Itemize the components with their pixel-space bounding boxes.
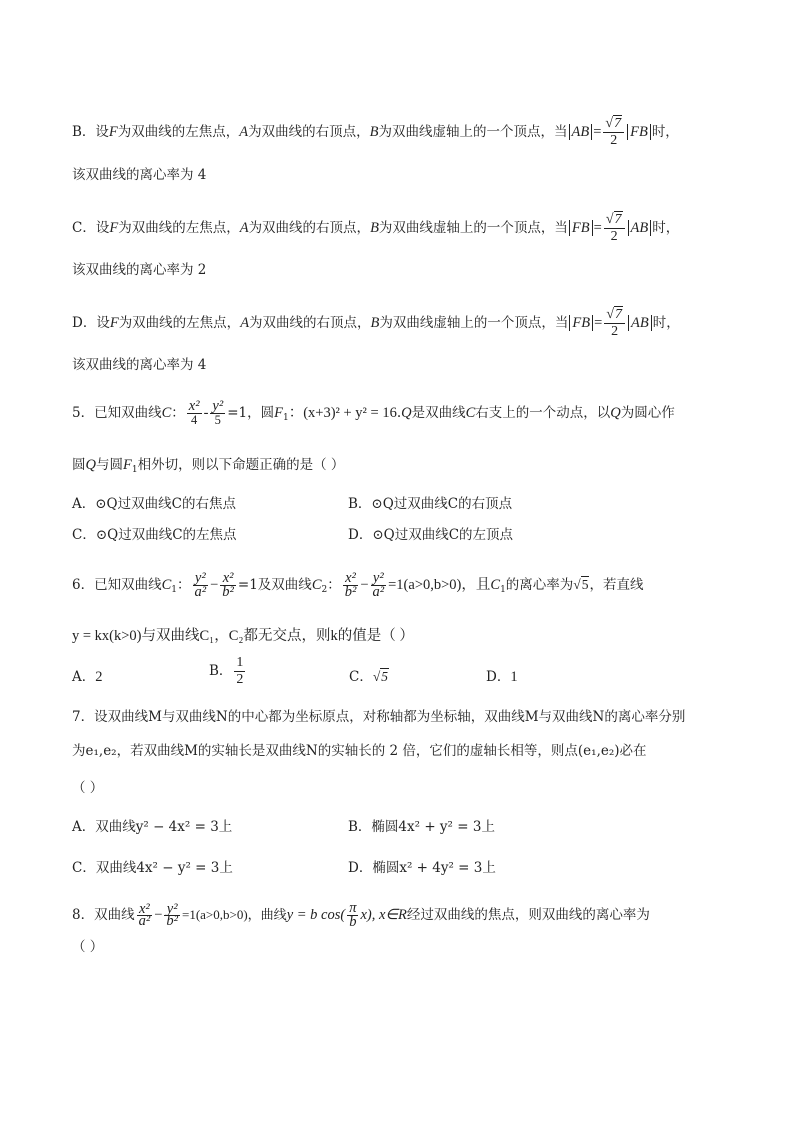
- text-segment: =1(a>0,b>0)，曲线: [182, 907, 287, 922]
- var-b: B: [370, 220, 379, 236]
- colon: ：: [327, 577, 341, 593]
- denominator: a²: [138, 913, 151, 929]
- text-segment: 经过双曲线的焦点，则双曲线的离心率为: [406, 907, 650, 923]
- q4-option-d-line2: 该双曲线的离心率为 4: [72, 357, 207, 373]
- var-f1: F: [122, 457, 132, 473]
- numerator: y²: [371, 572, 387, 586]
- numerator: π: [349, 900, 357, 916]
- subscript: 1: [282, 413, 289, 423]
- denominator: a²: [194, 584, 207, 600]
- q4-option-b-line2: 该双曲线的离心率为 4: [72, 167, 207, 183]
- text-segment: 为双曲线虚轴上的一个顶点，当: [379, 315, 569, 331]
- text-segment: 相外切，则以下命题正确的是（ ）: [137, 457, 345, 473]
- equals: =: [594, 315, 603, 331]
- text-segment: 为双曲线虚轴上的一个顶点，当: [378, 220, 568, 236]
- q5-stem: [72, 400, 675, 428]
- text-segment: 右支上的一个动点，以: [475, 405, 611, 421]
- option-a-text: 2: [95, 669, 103, 685]
- text-segment: ，若直线: [589, 577, 644, 593]
- subscript: 1: [131, 465, 138, 475]
- fraction: [220, 572, 236, 599]
- option-d-text: ⊙Q过双曲线C的左顶点: [372, 527, 514, 543]
- text-segment: 为双曲线的右顶点，: [248, 220, 371, 236]
- var-f: F: [108, 124, 118, 140]
- var-q: Q: [610, 405, 621, 421]
- minus: −: [210, 577, 219, 593]
- fraction: [193, 572, 209, 599]
- sqrt-radicand: 7: [614, 116, 622, 131]
- q6-stem-line2: y = kx(k>0)与双曲线C₁，C₂都无交点，则k的值是（ ）: [72, 628, 414, 644]
- denominator: 5: [214, 413, 221, 427]
- fraction-x2-over-4: [187, 400, 202, 427]
- var-c: C: [465, 405, 476, 421]
- q6-option-b: [209, 655, 247, 688]
- text-segment: 时，: [651, 124, 679, 140]
- fraction: [164, 901, 180, 929]
- option-d-label: D．: [348, 527, 373, 543]
- option-c-text: ⊙Q过双曲线C的左焦点: [95, 527, 237, 543]
- denominator: 4: [191, 413, 198, 427]
- var-q: Q: [85, 457, 96, 473]
- numerator: x²: [220, 572, 236, 586]
- q6-options: [72, 655, 518, 687]
- q5-option-d: [348, 525, 513, 545]
- denominator: a²: [372, 584, 385, 600]
- q4-option-c-line2: 该双曲线的离心率为 2: [72, 262, 207, 278]
- var-c2: C: [311, 577, 322, 593]
- fraction: [137, 901, 153, 929]
- option-d-label: D．: [486, 669, 511, 685]
- subscript: 1: [171, 585, 177, 595]
- sqrt-radicand: 5: [581, 577, 589, 592]
- option-b-text: ⊙Q过双曲线C的右顶点: [371, 496, 513, 512]
- minus: −: [154, 907, 163, 923]
- var-b: B: [370, 315, 380, 331]
- q5-option-b: [348, 494, 512, 514]
- option-a-label: A．: [72, 496, 96, 512]
- colon: ：: [177, 577, 191, 593]
- text-segment: 圆: [72, 457, 86, 473]
- abs-ab: AB: [569, 124, 593, 140]
- fraction-1-over-2: [234, 655, 245, 688]
- q6-stem: [72, 572, 643, 600]
- fraction: [371, 572, 387, 599]
- minus: -: [203, 405, 209, 421]
- var-a: A: [239, 220, 249, 236]
- q7-option-b: [348, 817, 495, 837]
- fraction-pi-over-b: [347, 902, 358, 929]
- var-f1: F: [274, 405, 283, 421]
- abs-fb: FB: [569, 315, 593, 331]
- text-segment: 为双曲线的右顶点，: [248, 124, 370, 140]
- option-b-text: 椭圆4x² + y² = 3上: [371, 819, 495, 835]
- option-label: B．设: [72, 124, 109, 140]
- option-a-label: A．: [72, 669, 96, 685]
- var-f: F: [109, 315, 119, 331]
- abs-fb: FB: [627, 124, 651, 140]
- curve-equation-end: x), x∈R: [360, 907, 407, 923]
- option-c-label: C．: [72, 527, 96, 543]
- text-segment: 为双曲线虚轴上的一个顶点，当: [378, 124, 568, 140]
- q7-stem: 7．设双曲线M与双曲线N的中心都为坐标原点，对称轴都为坐标轴，双曲线M与双曲线N的离心率分别: [72, 709, 686, 725]
- question-number: 8．双曲线: [72, 907, 135, 923]
- fraction-sqrt7-over-2: $\frac{√7}{2}$: [604, 212, 625, 245]
- text-segment: 为双曲线的左焦点，: [118, 315, 241, 331]
- q6-option-d: [486, 667, 518, 687]
- text-segment: 时，: [652, 315, 680, 331]
- var-f: F: [109, 220, 119, 236]
- denominator: b²: [166, 913, 178, 929]
- period: .: [396, 405, 402, 421]
- subscript: 2: [321, 585, 328, 595]
- q7-options-row1: [72, 817, 495, 837]
- var-c1: C: [161, 577, 172, 593]
- q8-stem: [72, 902, 650, 929]
- sqrt-5: √5: [573, 577, 589, 592]
- option-b-label: B．: [348, 819, 372, 835]
- question-number: 5．已知双曲线: [72, 405, 162, 421]
- option-label: C．设: [72, 220, 110, 236]
- equals: =: [593, 124, 602, 140]
- option-b-label: B．: [209, 663, 233, 679]
- var-b: B: [369, 124, 379, 140]
- var-c: C: [161, 405, 172, 421]
- question-number: 6．已知双曲线: [72, 577, 162, 593]
- text-segment: 的离心率为: [505, 577, 574, 593]
- denominator: 2: [610, 133, 618, 148]
- curve-equation: y = b cos(: [286, 907, 346, 923]
- denominator: 2: [611, 324, 619, 339]
- sqrt-radicand: 7: [615, 307, 622, 322]
- q4-option-d: [72, 307, 680, 340]
- equals: =: [593, 220, 602, 236]
- numerator: y²: [193, 572, 209, 586]
- option-a-label: A．: [72, 819, 96, 835]
- option-d-label: D．: [348, 860, 373, 876]
- var-a: A: [240, 315, 250, 331]
- fraction: [343, 572, 359, 599]
- q5-stem-line2: [72, 455, 344, 480]
- denominator: b²: [222, 584, 234, 600]
- q7-options-row2: [72, 858, 496, 878]
- numerator: y²: [164, 904, 180, 916]
- q5-options-row2: [72, 525, 514, 545]
- var-q: Q: [401, 405, 412, 421]
- numerator: x²: [343, 572, 359, 586]
- subscript: 1: [500, 585, 506, 595]
- option-c-text: 双曲线4x² − y² = 3上: [95, 860, 233, 876]
- sqrt-5: √5: [372, 669, 389, 684]
- denominator: 2: [610, 229, 618, 244]
- option-a-text: 双曲线y² − 4x² = 3上: [95, 819, 233, 835]
- q5-options-row1: [72, 494, 513, 514]
- minus: −: [360, 577, 369, 593]
- q4-option-b: [72, 116, 679, 149]
- var-c1: C: [490, 577, 501, 593]
- circle-equation: ：(x+3)² + y² = 16: [288, 405, 397, 421]
- fraction-sqrt7-over-2: $\frac{√7}{2}$: [604, 307, 625, 340]
- text-segment: 为双曲线的左焦点，: [118, 220, 240, 236]
- numerator: x²: [137, 904, 153, 916]
- colon: ：: [171, 405, 185, 421]
- option-label: D．设: [72, 315, 110, 331]
- text-segment: 与圆: [95, 457, 123, 473]
- q7-option-d: [348, 858, 496, 878]
- option-d-text: 椭圆x² + 4y² = 3上: [372, 860, 496, 876]
- denominator: b²: [344, 584, 357, 600]
- sqrt-radicand: 7: [614, 212, 622, 227]
- abs-ab: AB: [628, 315, 652, 331]
- sqrt-radicand: 5: [381, 669, 389, 684]
- text-segment: 时，: [652, 220, 680, 236]
- q8-stem-line2: （ ）: [72, 939, 104, 955]
- text-segment: 为双曲线的右顶点，: [249, 315, 371, 331]
- q7-stem-line3: （ ）: [72, 780, 104, 796]
- q7-stem-line2: 为e₁,e₂，若双曲线M的实轴长是双曲线N的实轴长的 2 倍，它们的虚轴长相等，则点(e₁,e₂)必在: [72, 743, 647, 759]
- abs-ab: AB: [628, 220, 652, 236]
- text-segment: 为圆心作: [620, 405, 675, 421]
- var-a: A: [239, 124, 249, 140]
- text-segment: =1(a>0,b>0)，且: [388, 577, 491, 593]
- option-c-label: C．: [72, 860, 96, 876]
- fraction-sqrt7-over-2: $\frac{√7}{2}$: [603, 116, 624, 149]
- option-d-text: 1: [510, 669, 518, 685]
- q6-option-c: [349, 667, 389, 687]
- q4-option-c: [72, 212, 679, 245]
- text-segment: 是双曲线: [411, 405, 466, 421]
- numerator: 1: [236, 655, 244, 670]
- option-b-label: B．: [348, 496, 372, 512]
- denominator: b: [349, 914, 357, 930]
- text-segment: =1及双曲线: [237, 577, 312, 593]
- option-c-label: C．: [349, 669, 373, 685]
- denominator: 2: [236, 672, 244, 687]
- text-segment: 为双曲线的左焦点，: [117, 124, 240, 140]
- text-segment: =1，圆: [227, 405, 275, 421]
- option-a-text: ⊙Q过双曲线C的右焦点: [95, 496, 236, 512]
- fraction-y2-over-5: [210, 400, 225, 427]
- abs-fb: FB: [569, 220, 593, 236]
- numerator: x²: [188, 398, 200, 414]
- numerator: y²: [212, 398, 224, 414]
